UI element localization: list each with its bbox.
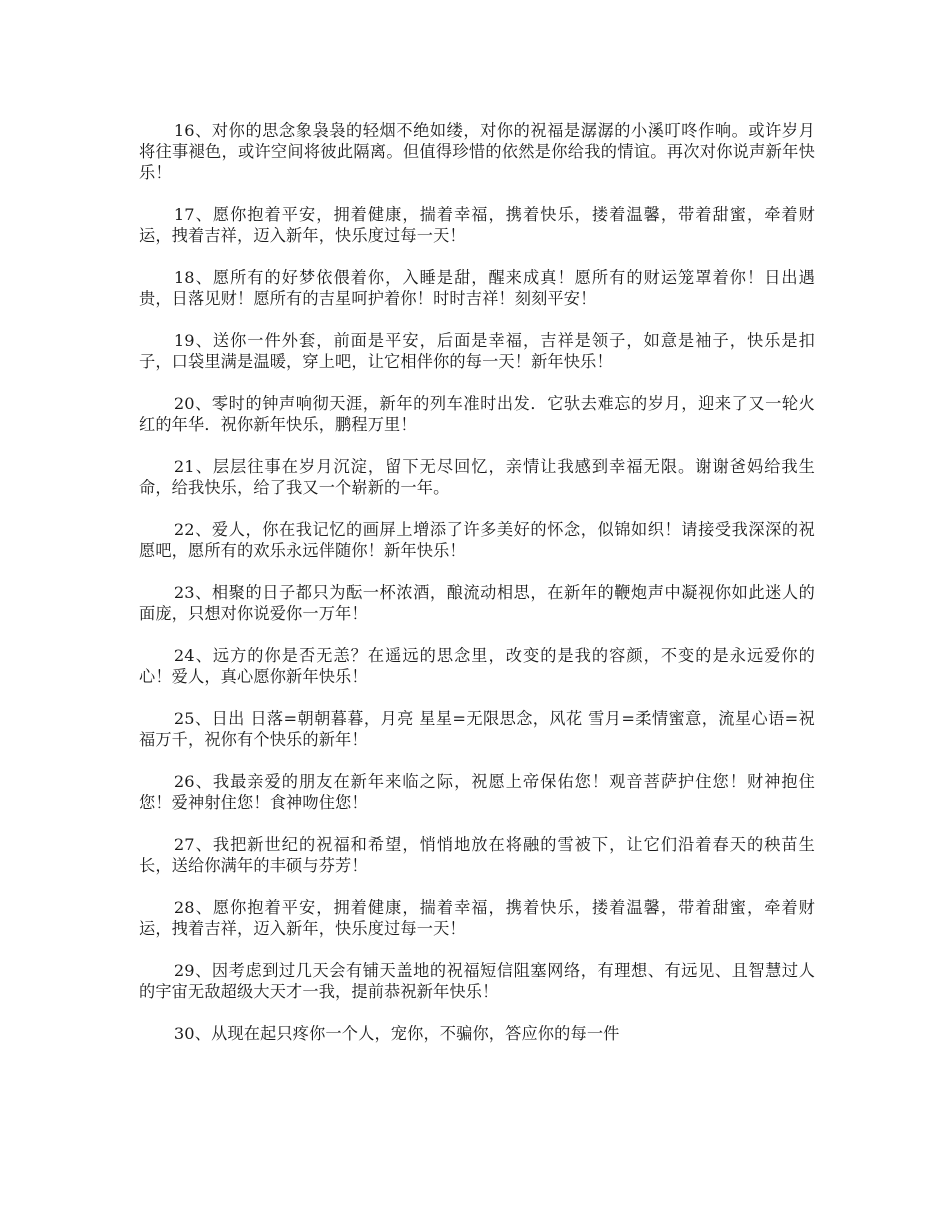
paragraph-22: 22、爱人，你在我记忆的画屏上增添了许多美好的怀念，似锦如织！请接受我深深的祝愿吧，愿所有的欢乐永远伴随你！新年快乐！ [139,520,815,560]
paragraph-26: 26、我最亲爱的朋友在新年来临之际，祝愿上帝保佑您！观音菩萨护住您！财神抱住您！爱神射住您！食神吻住您！ [139,772,815,812]
paragraph-24: 24、远方的你是否无恙？在遥远的思念里，改变的是我的容颜，不变的是永远爱你的心！爱人，真心愿你新年快乐！ [139,646,815,686]
paragraph-18: 18、愿所有的好梦依偎着你，入睡是甜，醒来成真！愿所有的财运笼罩着你！日出遇贵，日落见财！愿所有的吉星呵护着你！时时吉祥！刻刻平安！ [139,268,815,308]
paragraph-25: 25、日出 日落=朝朝暮暮，月亮 星星=无限思念，风花 雪月=柔情蜜意，流星心语=祝福万千，祝你有个快乐的新年！ [139,709,815,749]
document-body [139,120,815,1065]
paragraph-30: 30、从现在起只疼你一个人，宠你，不骗你，答应你的每一件 [173,1024,620,1043]
paragraph-23: 23、相聚的日子都只为酝一杯浓酒，酿流动相思，在新年的鞭炮声中凝视你如此迷人的面庞，只想对你说爱你一万年！ [139,583,815,623]
paragraph-16: 16、对你的思念象袅袅的轻烟不绝如缕，对你的祝福是潺潺的小溪叮咚作响。或许岁月将往事褪色，或许空间将彼此隔离。但值得珍惜的依然是你给我的情谊。再次对你说声新年快乐！ [139,121,815,182]
paragraph-28: 28、愿你抱着平安，拥着健康，揣着幸福，携着快乐，搂着温馨，带着甜蜜，牵着财运，拽着吉祥，迈入新年，快乐度过每一天！ [139,898,815,938]
paragraph-29: 29、因考虑到过几天会有铺天盖地的祝福短信阻塞网络，有理想、有远见、且智慧过人的宇宙无敌超级大天才一我，提前恭祝新年快乐！ [139,961,815,1001]
paragraph-20: 20、零时的钟声响彻天涯，新年的列车准时出发．它驮去难忘的岁月，迎来了又一轮火红的年华．祝你新年快乐，鹏程万里！ [139,394,815,434]
paragraph-21: 21、层层往事在岁月沉淀，留下无尽回忆，亲情让我感到幸福无限。谢谢爸妈给我生命，给我快乐，给了我又一个崭新的一年。 [139,457,815,497]
paragraph-19: 19、送你一件外套，前面是平安，后面是幸福，吉祥是领子，如意是袖子，快乐是扣子，口袋里满是温暖，穿上吧，让它相伴你的每一天！新年快乐！ [139,331,815,371]
paragraph-17: 17、愿你抱着平安，拥着健康，揣着幸福，携着快乐，搂着温馨，带着甜蜜，牵着财运，拽着吉祥，迈入新年，快乐度过每一天！ [139,205,815,245]
paragraph-27: 27、我把新世纪的祝福和希望，悄悄地放在将融的雪被下，让它们沿着春天的秧苗生长，送给你满年的丰硕与芬芳！ [139,835,815,875]
